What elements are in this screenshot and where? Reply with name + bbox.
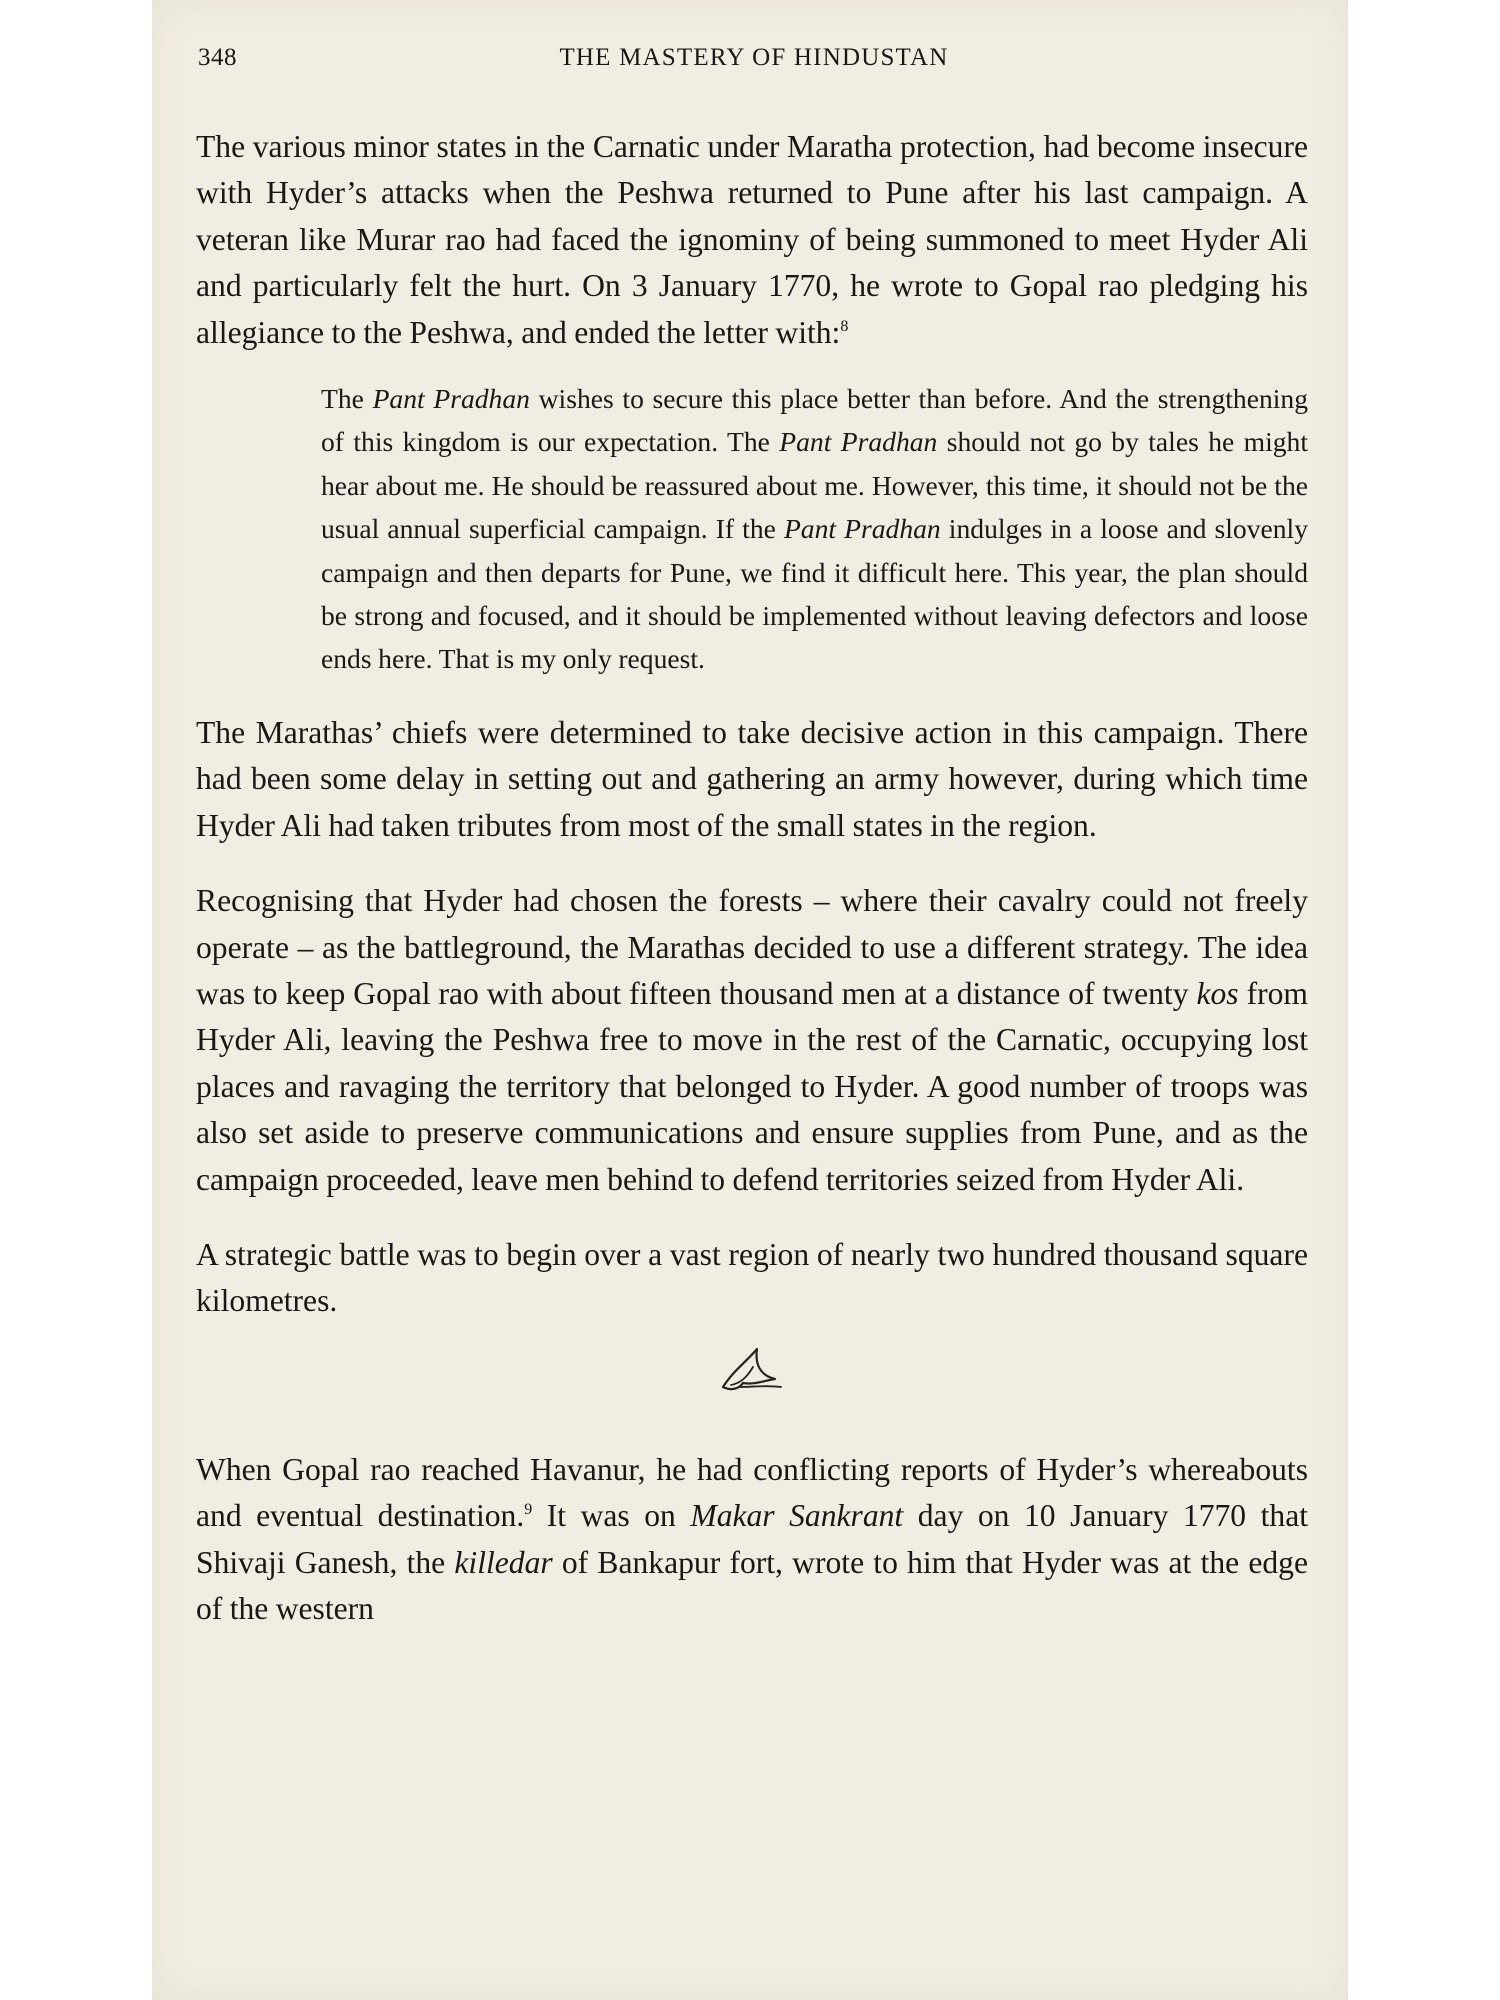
paragraph-4: A strategic battle was to begin over a vast region of nearly two hundred thousand square kilometres.	[196, 1236, 1308, 1319]
footnote-ref-8: 8	[840, 317, 849, 335]
paragraph-1: The various minor states in the Carnatic under Maratha protection, had become insecure with Hyder’s attacks when the Peshwa returned to Pune after his last campaign. A veteran like Murar rao had faced the ignominy of being summoned to meet Hyder Ali and particularly felt the hurt. On 3 January 1770, he wrote to Gopal rao pledging his allegiance to the Peshwa, and ended the letter with:$^8$	[196, 129, 1308, 350]
body-text	[196, 124, 1308, 1632]
footnote-ref-9: 9	[524, 1501, 533, 1519]
page-number: 348	[198, 44, 237, 71]
page-header	[198, 44, 1310, 84]
block-quote: The Pant Pradhan wishes to secure this place better than before. And the strengthening of this kingdom is our expectation. The Pant Pradhan should not go by tales he might hear about me. He should be reassured about me. However, this time, it should not be the usual annual superficial campaign. If the Pant Pradhan indulges in a loose and slovenly campaign and then departs for Pune, we find it difficult here. This year, the plan should be strong and focused, and it should be implemented without leaving defectors and loose ends here. That is my only request.	[321, 383, 1309, 675]
book-page	[152, 0, 1348, 2000]
section-break-ornament-icon	[717, 1341, 787, 1397]
paragraph-2: The Marathas’ chiefs were determined to take decisive action in this campaign. There had been some delay in setting out and gathering an army however, during which time Hyder Ali had taken tributes from most of the small states in the region.	[196, 714, 1308, 843]
running-title: THE MASTERY OF HINDUSTAN	[559, 44, 949, 71]
paragraph-5: When Gopal rao reached Havanur, he had conflicting reports of Hyder’s whereabouts and eventual destination.$^9$ It was on Makar Sankrant day on 10 January 1770 that Shivaji Ganesh, the killedar of Bankapur fort, wrote to him that Hyder was at the edge of the western	[196, 1451, 1309, 1626]
paragraph-3: Recognising that Hyder had chosen the forests – where their cavalry could not freely operate – as the battleground, the Marathas decided to use a different strategy. The idea was to keep Gopal rao with about fifteen thousand men at a distance of twenty kos from Hyder Ali, leaving the Peshwa free to move in the rest of the Carnatic, occupying lost places and ravaging the territory that belonged to Hyder. A good number of troops was also set aside to preserve communications and ensure supplies from Pune, and as the campaign proceeded, leave men behind to defend territories seized from Hyder Ali.	[196, 883, 1309, 1197]
